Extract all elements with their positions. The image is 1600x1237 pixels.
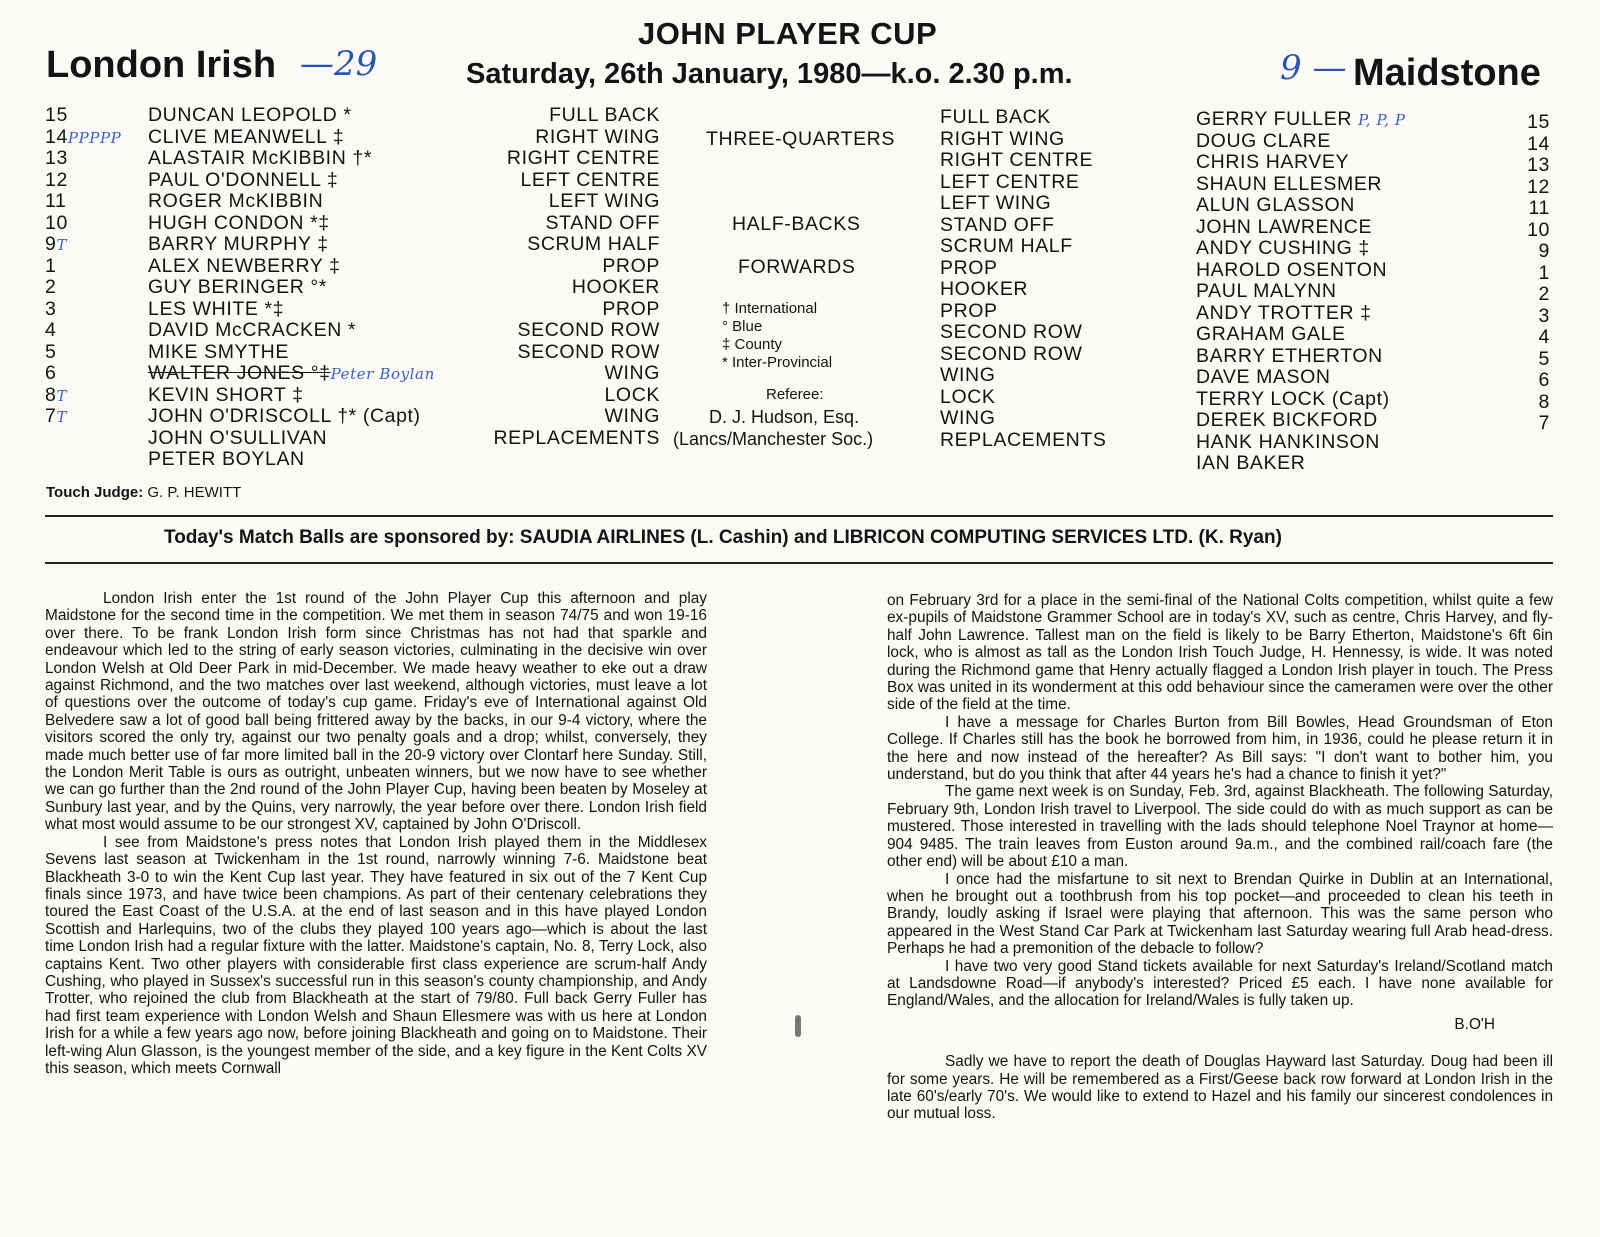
section-half-backs: HALF-BACKS bbox=[732, 213, 861, 235]
away-position: STAND OFF bbox=[940, 213, 1055, 236]
home-replacement: PETER BOYLAN bbox=[148, 448, 305, 470]
home-number: 7T bbox=[45, 405, 68, 427]
away-replacement: HANK HANKINSON bbox=[1196, 430, 1380, 453]
home-position: WING bbox=[604, 362, 660, 384]
home-position: WING bbox=[604, 405, 660, 427]
away-number: 10 bbox=[1527, 218, 1550, 241]
away-positions bbox=[940, 107, 1107, 451]
touch-judge bbox=[46, 484, 241, 501]
away-number: 7 bbox=[1538, 412, 1550, 434]
sponsor-body: SAUDIA AIRLINES (L. Cashin) and LIBRICON COMPUTING SERVICES LTD. (K. Ryan) bbox=[519, 527, 1282, 548]
away-number: 6 bbox=[1538, 369, 1550, 391]
away-number: 14 bbox=[1527, 132, 1550, 155]
home-position: HOOKER bbox=[571, 276, 660, 298]
programme-title: JOHN PLAYER CUP bbox=[638, 16, 938, 51]
away-player: CHRIS HARVEY bbox=[1196, 151, 1350, 173]
home-position: SCRUM HALF bbox=[527, 233, 660, 255]
away-position: LEFT WING bbox=[940, 192, 1052, 214]
key-county: ‡ County bbox=[722, 336, 783, 353]
away-team-name: Maidstone bbox=[1353, 52, 1541, 94]
home-number: 15 bbox=[45, 104, 68, 126]
home-position: RIGHT CENTRE bbox=[506, 147, 660, 169]
away-position: HOOKER bbox=[940, 278, 1029, 300]
article-right-column bbox=[887, 592, 1553, 1123]
home-number: 11 bbox=[45, 190, 67, 212]
away-player: TERRY LOCK (Capt) bbox=[1196, 387, 1390, 410]
home-player-struck: WALTER JONES °‡Peter Boylan bbox=[148, 362, 435, 384]
away-number: 15 bbox=[1527, 111, 1550, 133]
away-position: PROP bbox=[940, 299, 998, 322]
divider-top bbox=[45, 515, 1553, 517]
handwritten-note: P, P, P bbox=[1358, 111, 1406, 129]
away-number: 9 bbox=[1538, 240, 1550, 262]
home-position: REPLACEMENTS bbox=[493, 426, 660, 449]
home-score-handwritten: —29 bbox=[300, 44, 378, 84]
home-number: 3 bbox=[45, 297, 57, 320]
away-player: ANDY CUSHING ‡ bbox=[1196, 237, 1370, 259]
away-position: RIGHT WING bbox=[940, 127, 1065, 150]
article-paragraph: London Irish enter the 1st round of the John Player Cup this afternoon and play Maidstone for the second time in the competition. We met them in season 74/75 and won 19-16 over there. To be frank London Irish form since Christmas has not had that sparkle and endeavour which led to the string of early season victories, culminating in the decisive win over London Welsh at Old Deer Park in mid-December. We made heavy weather to eke out a draw against Richmond, and the two matches over last weekend, although victories, must leave a lot of questions over the outcome of today's cup game. Friday's eve of International against Old Belvedere saw a lot of good ball being frittered away by the backs, in our 9-4 victory, where the visitors scored the only try, against our two penalty goals and a drop; whilst, conversely, they made much better use of far more limited ball in the 20-9 victory over Clontarf here Sunday. Still, the London Merit Table is ours as outright, unbeaten winners, but we now have to see whether we can go further than the 2nd round of the John Player Cup, having been beaten by Moseley at Sunbury last year, and by the Quins, very narrowly, the year before over there. London Irish field what most would assume to be our strongest XV, captained by John O'Driscoll. bbox=[45, 590, 707, 834]
home-player: ALASTAIR McKIBBIN †* bbox=[148, 147, 373, 169]
away-number: 3 bbox=[1538, 304, 1550, 327]
touch-judge-label: Touch Judge: bbox=[46, 484, 144, 501]
away-player: GRAHAM GALE bbox=[1196, 323, 1346, 345]
away-player: SHAUN ELLESMER bbox=[1196, 172, 1383, 195]
away-score-handwritten: 9 — bbox=[1280, 48, 1347, 88]
home-position: SECOND ROW bbox=[517, 340, 660, 363]
away-position: LEFT CENTRE bbox=[940, 170, 1080, 193]
away-players bbox=[1196, 109, 1406, 475]
away-player: GERRY FULLER P, P, P bbox=[1196, 108, 1406, 130]
away-position: WING bbox=[940, 407, 996, 429]
home-number: 6 bbox=[45, 362, 57, 384]
away-numbers bbox=[1500, 112, 1550, 435]
away-player: BARRY ETHERTON bbox=[1196, 344, 1383, 367]
home-position: RIGHT WING bbox=[535, 125, 660, 148]
home-position: SECOND ROW bbox=[517, 319, 660, 341]
away-number: 2 bbox=[1538, 283, 1550, 305]
handwritten-substitute: Peter Boylan bbox=[330, 365, 435, 383]
away-number: 8 bbox=[1538, 390, 1550, 413]
section-forwards: FORWARDS bbox=[738, 256, 856, 278]
away-player: JOHN LAWRENCE bbox=[1196, 215, 1373, 238]
home-position: LEFT CENTRE bbox=[520, 168, 660, 191]
key-inter-provincial: * Inter-Provincial bbox=[722, 354, 833, 371]
home-player: PAUL O'DONNELL ‡ bbox=[148, 168, 339, 191]
home-number: 9T bbox=[45, 233, 68, 255]
key-blue: ° Blue bbox=[722, 318, 763, 335]
home-player: DUNCAN LEOPOLD * bbox=[148, 104, 352, 126]
away-player: ANDY TROTTER ‡ bbox=[1196, 301, 1372, 324]
author-signature: B.O'H bbox=[1454, 1015, 1495, 1033]
home-player: LES WHITE *‡ bbox=[148, 297, 285, 320]
away-number: 13 bbox=[1527, 154, 1550, 176]
match-date: Saturday, 26th January, 1980—k.o. 2.30 p.m. bbox=[466, 58, 1073, 90]
away-number: 11 bbox=[1528, 197, 1550, 219]
home-number: 12 bbox=[45, 168, 68, 191]
home-position: LEFT WING bbox=[548, 190, 660, 212]
away-position: LOCK bbox=[940, 385, 996, 408]
home-number: 2 bbox=[45, 276, 57, 298]
away-position: WING bbox=[940, 364, 996, 386]
home-player: BARRY MURPHY ‡ bbox=[148, 233, 329, 255]
away-position: FULL BACK bbox=[940, 106, 1051, 128]
referee-society: (Lancs/Manchester Soc.) bbox=[673, 429, 874, 449]
away-player: DOUG CLARE bbox=[1196, 129, 1331, 152]
divider-bottom bbox=[45, 562, 1553, 564]
away-player: HAROLD OSENTON bbox=[1196, 258, 1388, 281]
home-numbers bbox=[45, 104, 122, 428]
home-player: HUGH CONDON *‡ bbox=[148, 211, 330, 234]
article-paragraph: I once had the misfartune to sit next to Brendan Quirke in Dublin at an International, when he brought out a toothbrush from his top pocket—and proceeded to clean his teeth in Brandy, loudly asking if Israel were playing that afternoon. This was the same person who appeared in the West Stand Car Park at Twickenham last Saturday wearing full Arab head-dress. Perhaps he had a premonition of the debacle to follow? bbox=[887, 870, 1553, 958]
home-player: ALEX NEWBERRY ‡ bbox=[148, 254, 341, 277]
away-number: 1 bbox=[1538, 261, 1550, 284]
away-player: PAUL MALYNN bbox=[1196, 280, 1337, 302]
away-position: RIGHT CENTRE bbox=[940, 149, 1094, 171]
away-player: DAVE MASON bbox=[1196, 366, 1331, 388]
section-three-quarters: THREE-QUARTERS bbox=[706, 128, 895, 150]
home-team-name: London Irish bbox=[46, 44, 277, 86]
home-player: KEVIN SHORT ‡ bbox=[148, 383, 304, 406]
home-position: PROP bbox=[602, 254, 660, 277]
home-player: DAVID McCRACKEN * bbox=[148, 319, 357, 341]
home-position: STAND OFF bbox=[545, 211, 660, 234]
home-position: LOCK bbox=[604, 383, 660, 406]
sponsor-line bbox=[164, 527, 1282, 549]
away-replacement: IAN BAKER bbox=[1196, 452, 1306, 474]
home-number: 1 bbox=[45, 254, 57, 277]
article-paragraph: I see from Maidstone's press notes that London Irish played them in the Middlesex Sevens last season at Twickenham in the 1st round, narrowly winning 7-6. Maidstone beat Blackheath 3-0 to win the Kent Cup last year. They have featured in six out of the 7 Kent Cup finals since 1973, and have twice been champions. As part of their centenary celebrations they toured the East Coast of the U.S.A. at the end of last season and in this have played London Scottish and Harlequins, two of the clubs they played 100 years ago—which is about the last time London Irish had a regular fixture with the latter. Maidstone's captain, No. 8, Terry Lock, also captains Kent. Two other players with considerable first class experience are scrum-half Andy Cushing, who played in Sussex's successful run in this season's county championship, and Andy Trotter, who rejoined the club from Blackheath at the start of 79/80. Full back Gerry Fuller has had first team experience with London Welsh and Shaun Ellesmere was with us here at London Irish for a while a few years ago now, before joining Blackheath and going on to Maidstone. Their left-wing Alun Glasson, is the youngest member of the side, and a key figure in the Kent Colts XV this season, which meets Cornwall bbox=[45, 833, 707, 1077]
article-paragraph: I have two very good Stand tickets available for next Saturday's Ireland/Scotland match at Landsdowne Road—if anybody's interested? Priced £5 each. I have none available for England/Wales, and the allocation for Ireland/Wales is fully taken up. bbox=[887, 957, 1553, 1010]
sponsor-prefix: Today's Match Balls are sponsored by: bbox=[164, 527, 515, 548]
article-left-column bbox=[45, 590, 707, 1077]
home-player: ROGER McKIBBIN bbox=[148, 190, 324, 212]
home-number: 10 bbox=[45, 211, 68, 234]
home-position: FULL BACK bbox=[549, 104, 660, 126]
away-player: ALUN GLASSON bbox=[1196, 194, 1355, 216]
away-number: 12 bbox=[1527, 175, 1550, 198]
away-number: 4 bbox=[1538, 326, 1550, 348]
referee-name: D. J. Hudson, Esq. bbox=[709, 407, 860, 427]
away-position: PROP bbox=[940, 256, 998, 279]
home-player: JOHN O'DRISCOLL †* (Capt) bbox=[148, 405, 421, 427]
away-position: REPLACEMENTS bbox=[940, 428, 1107, 451]
home-number: 4 bbox=[45, 319, 57, 341]
article-paragraph: The game next week is on Sunday, Feb. 3rd, against Blackheath. The following Saturday, February 9th, London Irish travel to Liverpool. The side could do with as much support as can be mustered. Those interested in travelling with the lads should telephone Noel Traynor at home—904 9485. The train leaves from Euston around 9a.m., and the combined rail/coach fare (the other end) will be about £10 a man. bbox=[887, 783, 1553, 871]
staple-mark bbox=[795, 1015, 801, 1037]
obituary-paragraph: Sadly we have to report the death of Douglas Hayward last Saturday. Doug had been ill for some years. He will be remembered as a First/Geese back row forward at London Irish in the late 60's/early 70's. We would like to extend to Hazel and his family our sincerest condolences in our mutual loss. bbox=[887, 1053, 1553, 1123]
away-player: DEREK BICKFORD bbox=[1196, 409, 1378, 431]
home-players bbox=[148, 105, 435, 471]
article-paragraph: on February 3rd for a place in the semi-final of the National Colts competition, whilst quite a few ex-pupils of Maidstone Grammer School are in today's XV, such as centre, Chris Harvey, and fly-half John Lawrence. Tallest man on the field is likely to be Barry Etherton, Maidstone's 6ft 6in lock, who is almost as tall as the London Irish Touch Judge, H. Hennessy, is wide. It was noted during the Richmond game that Henry actually flagged a London Irish player in touch. The Press Box was united in its wonderment at this odd behaviour since the cameramen were over the other side of the field at the time. bbox=[887, 592, 1553, 714]
home-replacement: JOHN O'SULLIVAN bbox=[148, 426, 328, 449]
away-position: SECOND ROW bbox=[940, 321, 1083, 343]
article-paragraph: I have a message for Charles Burton from Bill Bowles, Head Groundsman of Eton College. If Charles still has the book he borrowed from him, in 1936, could he please return it in the here and now instead of the hereafter? As Bill says: "I don't want to bother him, you understand, but do you think that after 44 years he's had a chance to finish it yet?" bbox=[887, 713, 1553, 784]
home-player: CLIVE MEANWELL ‡ bbox=[148, 125, 345, 148]
referee-label: Referee: bbox=[766, 386, 824, 403]
home-number: 14PPPPP bbox=[45, 125, 122, 148]
home-number: 8T bbox=[45, 383, 68, 406]
touch-judge-name: G. P. HEWITT bbox=[147, 484, 242, 501]
home-number: 13 bbox=[45, 147, 68, 169]
home-positions bbox=[470, 105, 660, 449]
home-position: PROP bbox=[602, 297, 660, 320]
away-position: SCRUM HALF bbox=[940, 235, 1073, 257]
home-player: GUY BERINGER °* bbox=[148, 276, 327, 298]
away-number: 5 bbox=[1538, 347, 1550, 370]
home-number: 5 bbox=[45, 340, 57, 363]
key-international: † International bbox=[722, 300, 818, 317]
away-position: SECOND ROW bbox=[940, 342, 1083, 365]
home-player: MIKE SMYTHE bbox=[148, 340, 289, 363]
